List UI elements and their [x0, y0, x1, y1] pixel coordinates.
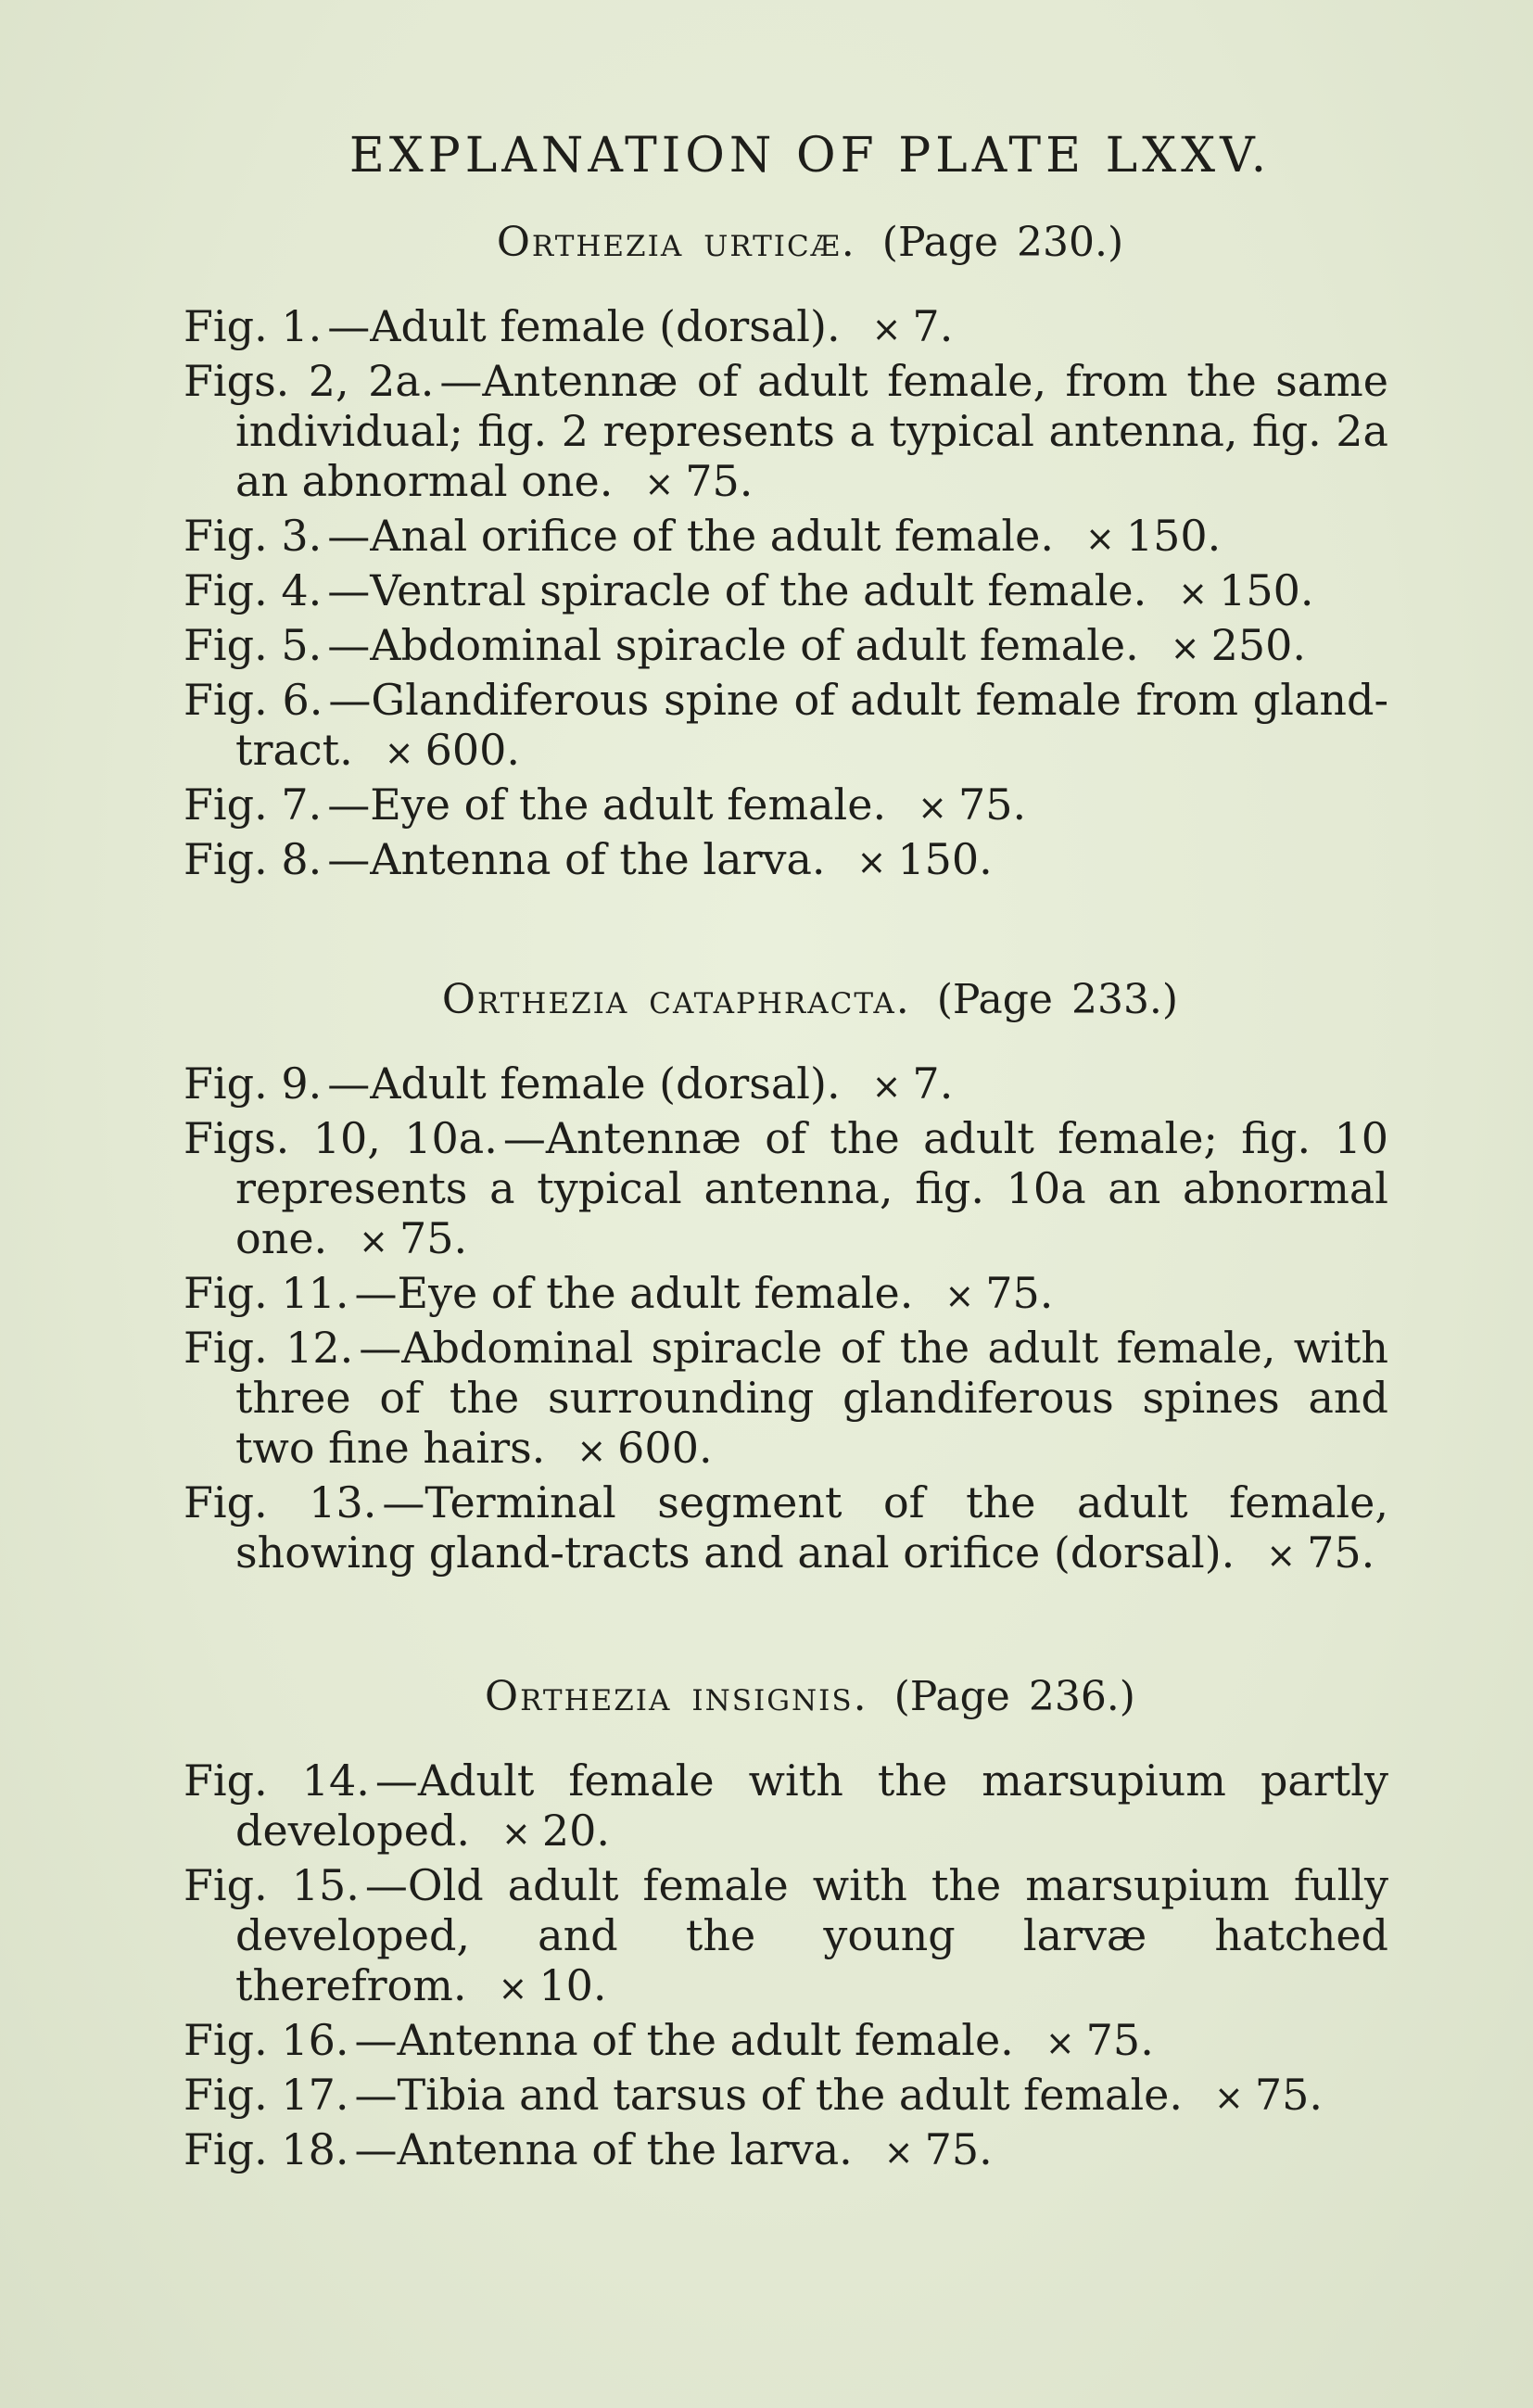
- figure-description: —Abdominal spiracle of the adult female, with three of the surrounding glandiferous spines and two fine hairs.: [235, 1323, 1388, 1473]
- multiplication-sign: ×: [498, 1968, 528, 2009]
- section-heading-urticae: [232, 219, 1388, 266]
- magnification: [501, 1806, 610, 1856]
- magnification-value: 7.: [912, 301, 954, 351]
- figure-description: —Tibia and tarsus of the adult female.: [354, 2070, 1184, 2120]
- magnification-value: 75.: [1254, 2070, 1324, 2120]
- page-reference: (Page 233.): [936, 976, 1179, 1023]
- magnification-value: 600.: [617, 1423, 713, 1473]
- figure-entry: [184, 1860, 1388, 2013]
- magnification: [1266, 1527, 1375, 1578]
- magnification-value: 75.: [1307, 1527, 1375, 1578]
- magnification: [644, 456, 753, 506]
- magnification: [944, 1268, 1053, 1318]
- magnification: [1178, 565, 1313, 615]
- figure-entry: [184, 834, 1388, 887]
- multiplication-sign: ×: [871, 1066, 902, 1107]
- figure-label: Fig. 4.: [184, 565, 323, 615]
- figure-description: —Eye of the adult female.: [327, 779, 887, 830]
- figure-label: Fig. 13.: [184, 1477, 377, 1527]
- figure-entry: [184, 565, 1388, 618]
- figure-entry: [184, 1113, 1388, 1266]
- page-reference: (Page 230.): [881, 219, 1124, 266]
- multiplication-sign: ×: [501, 1813, 531, 1854]
- figure-label: Fig. 16.: [184, 2015, 349, 2065]
- magnification: [1171, 620, 1306, 670]
- figure-list-urticae: [184, 301, 1388, 887]
- figure-entry: [184, 2070, 1388, 2123]
- figure-description: —Abdominal spiracle of adult female.: [327, 620, 1139, 670]
- multiplication-sign: ×: [359, 1221, 389, 1261]
- multiplication-sign: ×: [883, 2132, 914, 2173]
- magnification-value: 7.: [912, 1058, 954, 1109]
- figure-label: Fig. 7.: [184, 779, 323, 830]
- multiplication-sign: ×: [1084, 518, 1115, 559]
- section-heading-insignis: [232, 1673, 1388, 1720]
- multiplication-sign: ×: [1045, 2022, 1075, 2063]
- magnification-value: 150.: [897, 834, 993, 884]
- figure-description: —Adult female with the marsupium partly developed.: [235, 1755, 1388, 1856]
- figure-entry: [184, 2124, 1388, 2177]
- magnification: [857, 834, 993, 884]
- multiplication-sign: ×: [1214, 2077, 1244, 2118]
- magnification-value: 75.: [924, 2124, 993, 2174]
- figure-entry: [184, 1058, 1388, 1111]
- magnification: [884, 2124, 993, 2174]
- figure-label: Fig. 6.: [184, 675, 323, 725]
- magnification: [499, 1960, 607, 2010]
- figure-description: —Adult female (dorsal).: [327, 301, 841, 351]
- multiplication-sign: ×: [856, 842, 887, 882]
- page-reference: (Page 236.): [893, 1673, 1135, 1720]
- figure-description: —Anal orifice of the adult female.: [327, 511, 1054, 561]
- plate-title: EXPLANATION OF PLATE LXXV.: [348, 128, 1272, 184]
- figure-list-insignis: [184, 1755, 1388, 2177]
- figure-description: —Glandiferous spine of adult female from gland-tract.: [235, 675, 1388, 775]
- figure-description: —Terminal segment of the adult female, showing gland-tracts and anal orifice (dorsal).: [235, 1477, 1388, 1578]
- figure-label: Fig. 3.: [184, 511, 323, 561]
- magnification-value: 75.: [957, 779, 1027, 830]
- figure-label: Fig. 8.: [184, 834, 323, 884]
- figure-entry: [184, 1268, 1388, 1321]
- species-name: Orthezia insignis.: [485, 1673, 868, 1720]
- figure-entry: [184, 511, 1388, 564]
- figure-label: Fig. 14.: [184, 1755, 370, 1806]
- plate-explanation-page: [184, 128, 1388, 2179]
- multiplication-sign: ×: [944, 1275, 975, 1316]
- multiplication-sign: ×: [384, 732, 414, 773]
- figure-label: Fig. 15.: [184, 1860, 360, 1910]
- figure-description: —Ventral spiracle of the adult female.: [327, 565, 1147, 615]
- multiplication-sign: ×: [918, 787, 947, 828]
- magnification: [918, 779, 1026, 830]
- figure-entry: [184, 356, 1388, 509]
- multiplication-sign: ×: [1178, 573, 1209, 614]
- magnification: [872, 1058, 954, 1109]
- species-name: Orthezia cataphracta.: [441, 976, 911, 1023]
- multiplication-sign: ×: [644, 463, 675, 504]
- magnification: [576, 1423, 712, 1473]
- figure-entry: [184, 620, 1388, 673]
- multiplication-sign: ×: [871, 309, 902, 349]
- figure-description: —Antenna of the larva.: [327, 834, 826, 884]
- figure-entry: [184, 779, 1388, 832]
- figure-label: Fig. 9.: [184, 1058, 323, 1109]
- figure-label: Fig. 18.: [184, 2124, 349, 2174]
- magnification-value: 75.: [1085, 2015, 1154, 2065]
- figure-label: Fig. 11.: [184, 1268, 349, 1318]
- figure-entry: [184, 2015, 1388, 2068]
- figure-label: Fig. 12.: [184, 1323, 354, 1373]
- figure-entry: [184, 301, 1388, 354]
- magnification: [872, 301, 954, 351]
- multiplication-sign: ×: [576, 1430, 607, 1471]
- magnification-value: 250.: [1210, 620, 1307, 670]
- magnification-value: 20.: [541, 1806, 611, 1856]
- figure-description: —Eye of the adult female.: [354, 1268, 914, 1318]
- magnification-value: 600.: [424, 725, 521, 775]
- magnification-value: 150.: [1219, 565, 1314, 615]
- figure-label: Fig. 5.: [184, 620, 323, 670]
- figure-description: —Antenna of the adult female.: [354, 2015, 1014, 2065]
- magnification: [1045, 2015, 1154, 2065]
- figure-entry: [184, 675, 1388, 778]
- magnification: [1214, 2070, 1323, 2120]
- species-name: Orthezia urticæ.: [496, 219, 856, 266]
- figure-label: Fig. 1.: [184, 301, 323, 351]
- figure-entry: [184, 1755, 1388, 1858]
- multiplication-sign: ×: [1266, 1535, 1297, 1576]
- figure-list-cataphracta: [184, 1058, 1388, 1580]
- magnification-value: 75.: [399, 1213, 468, 1263]
- magnification: [359, 1213, 467, 1263]
- magnification: [1085, 511, 1221, 561]
- figure-description: —Adult female (dorsal).: [327, 1058, 841, 1109]
- figure-label: Figs. 2, 2a.: [184, 356, 435, 406]
- multiplication-sign: ×: [1170, 627, 1200, 668]
- magnification: [385, 725, 520, 775]
- magnification-value: 10.: [538, 1960, 607, 2010]
- figure-description: —Antennæ of adult female, from the same individual; fig. 2 represents a typical antenna, fig. 2a an abnormal one.: [235, 356, 1388, 506]
- magnification-value: 75.: [985, 1268, 1054, 1318]
- magnification-value: 150.: [1125, 511, 1222, 561]
- figure-entry: [184, 1323, 1388, 1476]
- magnification-value: 75.: [685, 456, 754, 506]
- figure-description: —Old adult female with the marsupium fully developed, and the young larvæ hatched therefrom.: [235, 1860, 1388, 2010]
- figure-label: Fig. 17.: [184, 2070, 349, 2120]
- figure-entry: [184, 1477, 1388, 1580]
- figure-description: —Antennæ of the adult female; fig. 10 represents a typical antenna, fig. 10a an abnormal one.: [235, 1113, 1388, 1263]
- section-heading-cataphracta: [232, 976, 1388, 1023]
- figure-description: —Antenna of the larva.: [354, 2124, 853, 2174]
- figure-label: Figs. 10, 10a.: [184, 1113, 498, 1163]
